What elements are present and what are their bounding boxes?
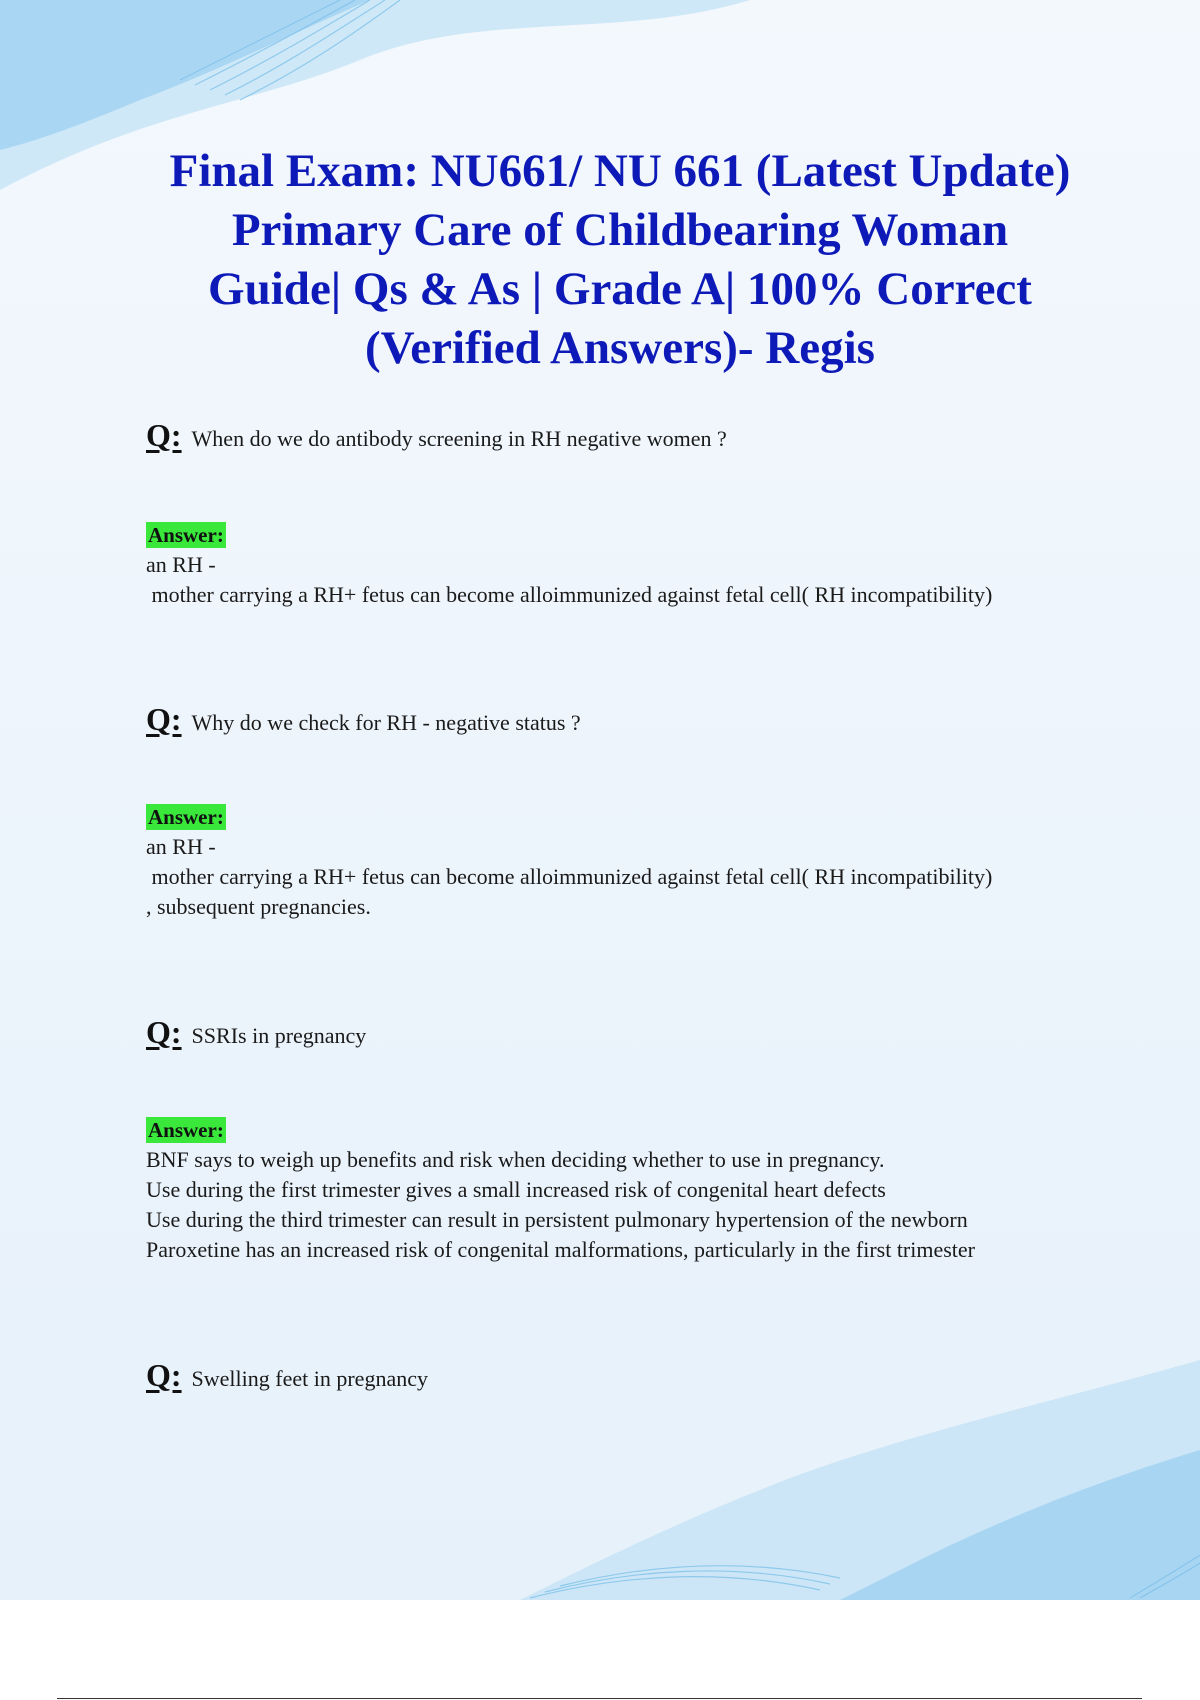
title-line: Guide| Qs & As | Grade A| 100% Correct (208, 263, 1032, 315)
qa-item (146, 701, 1096, 738)
question-marker: Q: (146, 1357, 182, 1393)
question-text: Swelling feet in pregnancy (191, 1366, 428, 1391)
answer-block (146, 802, 1096, 922)
question-row (146, 1357, 1096, 1394)
title-line: (Verified Answers)- Regis (365, 322, 875, 374)
question-marker: Q: (146, 701, 182, 737)
qa-item (146, 417, 1096, 454)
title-line: Primary Care of Childbearing Woman (231, 204, 1009, 256)
answer-line: mother carrying a RH+ fetus can become alloimmunized against fetal cell( RH incompatibility) (146, 582, 993, 607)
answer-label: Answer: (148, 523, 224, 547)
answer-line: Use during the third trimester can result in persistent pulmonary hypertension of the newborn (146, 1207, 968, 1232)
answer-block (146, 1115, 1096, 1265)
answer-block (146, 520, 1096, 610)
document-title (120, 142, 1120, 378)
answer-line: mother carrying a RH+ fetus can become alloimmunized against fetal cell( RH incompatibility) (146, 864, 993, 889)
answer-line: Use during the first trimester gives a small increased risk of congenital heart defects (146, 1177, 886, 1202)
answer-line: BNF says to weigh up benefits and risk when deciding whether to use in pregnancy. (146, 1147, 885, 1172)
question-marker: Q: (146, 417, 182, 453)
footer-divider (57, 1698, 1142, 1699)
question-text: Why do we check for RH - negative status ? (191, 710, 581, 735)
answer-line: , subsequent pregnancies. (146, 894, 371, 919)
answer-label: Answer: (148, 1118, 224, 1142)
answer-line: an RH - (146, 834, 216, 859)
question-row (146, 417, 1096, 454)
question-row (146, 1014, 1096, 1051)
qa-item (146, 1014, 1096, 1051)
answer-line: an RH - (146, 552, 216, 577)
question-text: SSRIs in pregnancy (191, 1023, 367, 1048)
qa-item (146, 1357, 1096, 1394)
question-row (146, 701, 1096, 738)
title-line: Final Exam: NU661/ NU 661 (Latest Update) (169, 145, 1071, 197)
answer-line: Paroxetine has an increased risk of congenital malformations, particularly in the first trimester (146, 1237, 976, 1262)
question-text: When do we do antibody screening in RH negative women ? (191, 426, 727, 451)
question-marker: Q: (146, 1014, 182, 1050)
answer-label: Answer: (148, 805, 224, 829)
